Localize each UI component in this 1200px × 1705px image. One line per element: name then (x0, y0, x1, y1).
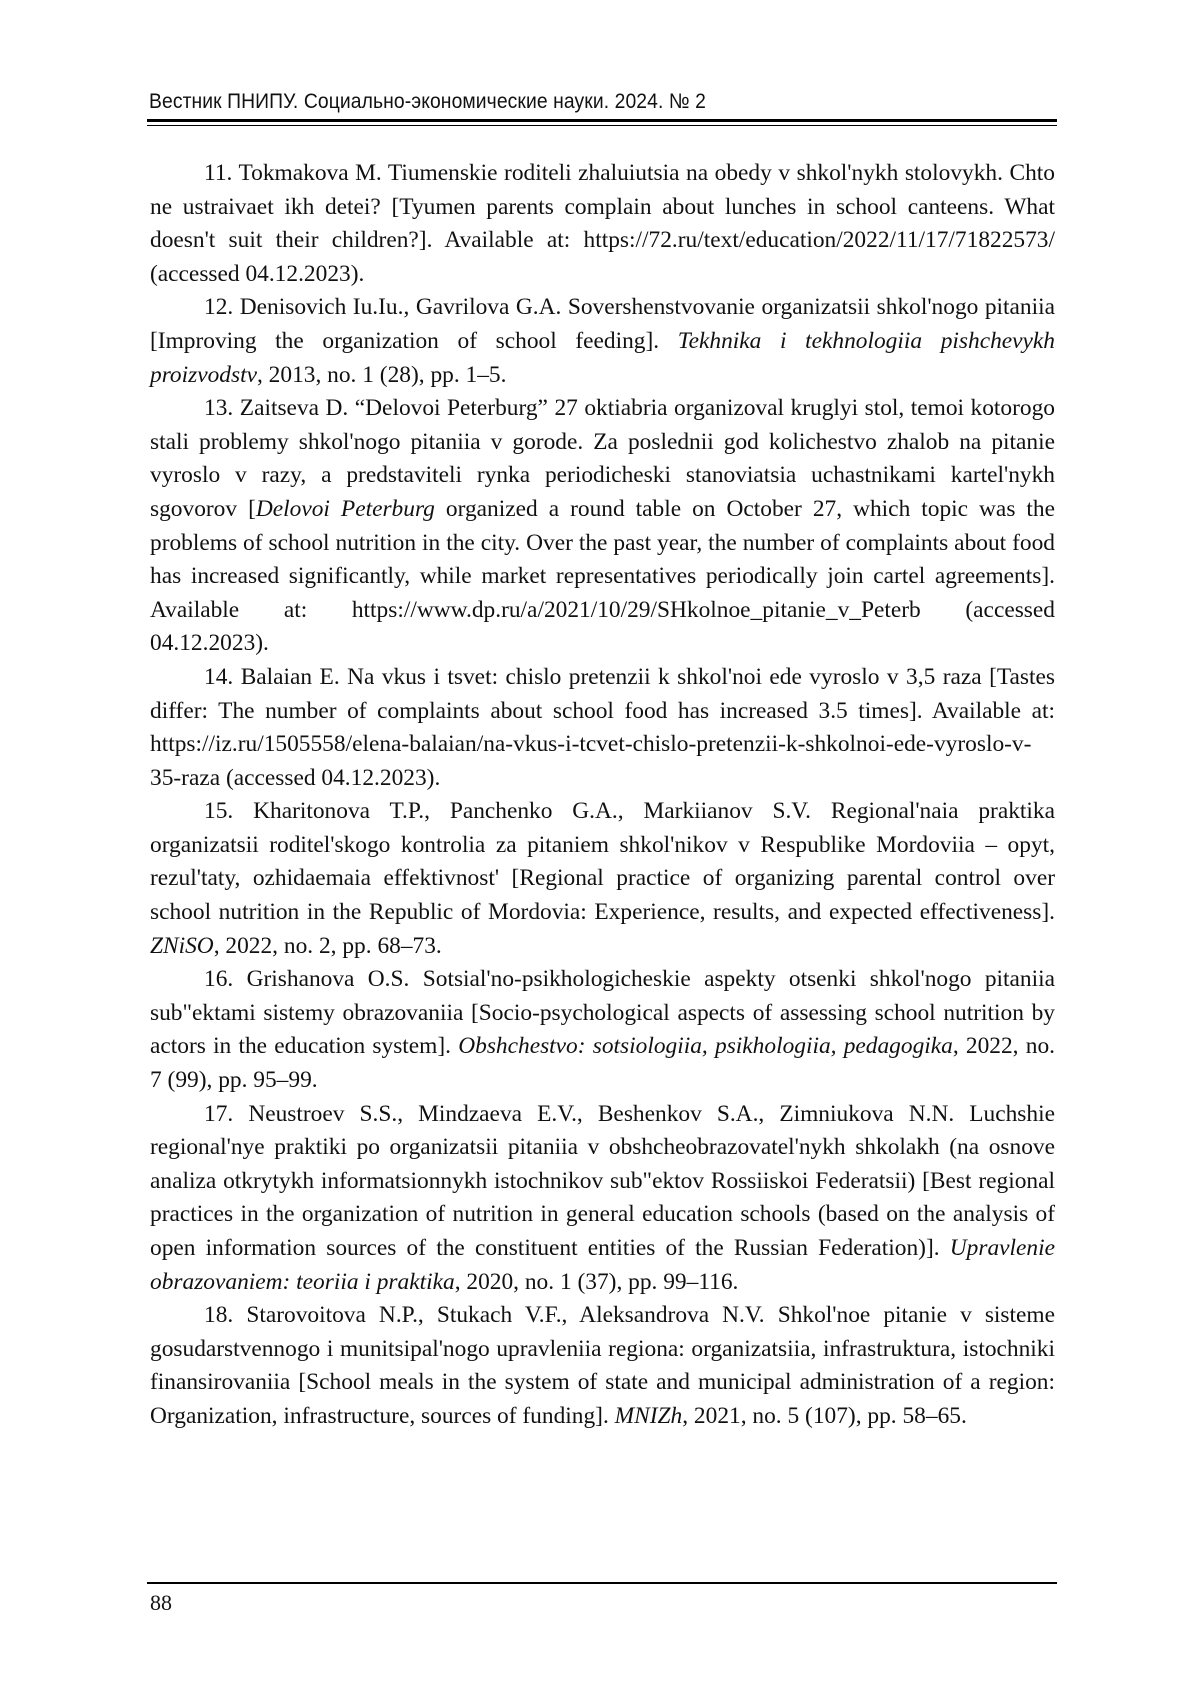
reference-text: Tokmakova M. Tiumenskie roditeli zhaluiutsia na obedy v shkol'nykh stolovykh. Chto ne ustraivaet ikh detei? [Tyumen parents complain about lunches in school canteens. What doesn't suit their children?]. Available at: https://72.ru/​text/​education/​2022/​11/​17/​71822573/ (accessed 04.12.2023). (150, 160, 1055, 287)
reference-text: Denisovich Iu.Iu., Gavrilova G.A. Sovershenstvovanie organizatsii shkol'nogo pitaniia [Improving the organization of school feeding]. (150, 294, 1055, 354)
reference-details: , 2013, no. 1 (28), pp. 1–5. (257, 362, 507, 388)
header-rule-thick (147, 119, 1057, 122)
reference-number: 12. (204, 294, 233, 320)
reference-number: 11. (204, 160, 232, 186)
reference-source-title: ZNiSO (150, 933, 214, 959)
reference-item (150, 963, 1055, 1097)
reference-text: Zaitseva D. “Delovoi Peterburg” 27 oktiabria organizoval kruglyi stol, temoi kotorogo stali problemy shkol'nogo pitaniia v gorode. Za poslednii god kolichestvo zhalob na pitanie vyroslo v razy, a predstaviteli rynka periodicheski stanoviatsia uchastnikami kartel'nykh sgovorov [ (150, 395, 1055, 522)
reference-item (150, 392, 1055, 661)
reference-details: , 2022, no. 7 (99), pp. 95–99. (150, 1033, 1055, 1093)
header-rule-thin (147, 125, 1057, 126)
reference-details: organized a round table on Oc­tober 27, which topic was the problems of school nutrition in the city. Over the past year, the number of complaints about food has increased significantly, while market rep­resentatives periodically join cartel agreements]. Available at: https://www.dp.ru/​a/​2021/​10/​29/​SHkolnoe_pitanie_v_Peterb (accessed 04.12.2023). (150, 496, 1055, 656)
reference-text: Kharitonova T.P., Panchenko G.A., Markiianov S.V. Regional'naia praktika organizatsii roditel'skogo kontrolia za pitaniem shkol'nikov v Respublike Mordoviia – opyt, rezul'taty, ozhidaemaia effektivnost' [Regional practice of organ­izing parental control over school nutrition in the Republic of Mordovia: Experi­ence, results, and expected effectiveness]. (150, 798, 1055, 925)
reference-number: 13. (204, 395, 233, 421)
reference-details: , 2021, no. 5 (107), pp. 58–65. (682, 1403, 967, 1429)
reference-item (150, 795, 1055, 963)
reference-text: Neustroev S.S., Mindzaeva E.V., Beshenkov S.A., Zimniukova N.N. Luchshie regional'nye praktiki po organizatsii pitaniia v obshcheobrazovatel'nykh shkolakh (na osnove analiza otkrytykh informatsionnykh istochnikov sub"ektov Rossiiskoi Federatsii) [Best regional practices in the organization of nutrition in general education schools (based on the analysis of open information sources of the constituent entities of the Russian Federation)]. (150, 1101, 1055, 1261)
reference-item (150, 661, 1055, 795)
reference-item (150, 1299, 1055, 1433)
reference-list (150, 157, 1055, 1434)
reference-number: 18. (204, 1302, 233, 1328)
reference-details: , 2020, no. 1 (37), pp. 99–116. (455, 1269, 739, 1295)
reference-number: 16. (204, 966, 233, 992)
reference-source-title: Upravlenie obrazovaniem: teoriia i praktika (150, 1235, 1055, 1295)
reference-source-title: Tekhnika i tekhnologiia pishchevykh proizvodstv (150, 328, 1055, 388)
journal-page (0, 0, 1200, 1705)
footer-rule (147, 1582, 1057, 1584)
reference-number: 17. (204, 1101, 233, 1127)
reference-text: Balaian E. Na vkus i tsvet: chislo pretenzii k shkol'noi ede vyroslo v 3,5 raza [Tastes differ: The number of complaints about school food has increased 3.5 times]. Available at: https://iz.ru/1505558/elena-balaian/na-vkus-i-tcvet-chislo-​pretenzii-k-shkolnoi-ede-vyroslo-v-35-raza (accessed 04.12.2023). (150, 664, 1055, 791)
reference-details: , 2022, no. 2, pp. 68–73. (214, 933, 442, 959)
reference-text: Grishanova O.S. Sotsial'no-psikhologicheskie aspekty otsenki shkol'nogo pitaniia sub"ektami sistemy obrazovaniia [Socio-psychological aspects of assessing school nutrition by actors in the education system]. (150, 966, 1055, 1059)
reference-item (150, 1098, 1055, 1300)
reference-number: 15. (204, 798, 233, 824)
page-number: 88 (150, 1590, 172, 1616)
running-head: Вестник ПНИПУ. Социально-экономические науки. 2024. № 2 (149, 90, 706, 114)
reference-source-title: MNIZh (615, 1403, 683, 1429)
reference-source-title: Delovoi Peterburg (256, 496, 435, 522)
reference-number: 14. (204, 664, 233, 690)
reference-item (150, 157, 1055, 291)
reference-item (150, 291, 1055, 392)
reference-text: Starovoitova N.P., Stukach V.F., Aleksandrova N.V. Shkol'noe pitanie v sisteme gosudarstvennogo i munitsipal'nogo upravleniia regiona: organizatsiia, infrastruktura, istochniki finansirovaniia [School meals in the system of state and municipal administration of a region: Organization, infrastructure, sources of fund­ing]. (150, 1302, 1055, 1429)
reference-source-title: Obshchestvo: sotsiologiia, psikhologiia, pedagogika (458, 1033, 953, 1059)
